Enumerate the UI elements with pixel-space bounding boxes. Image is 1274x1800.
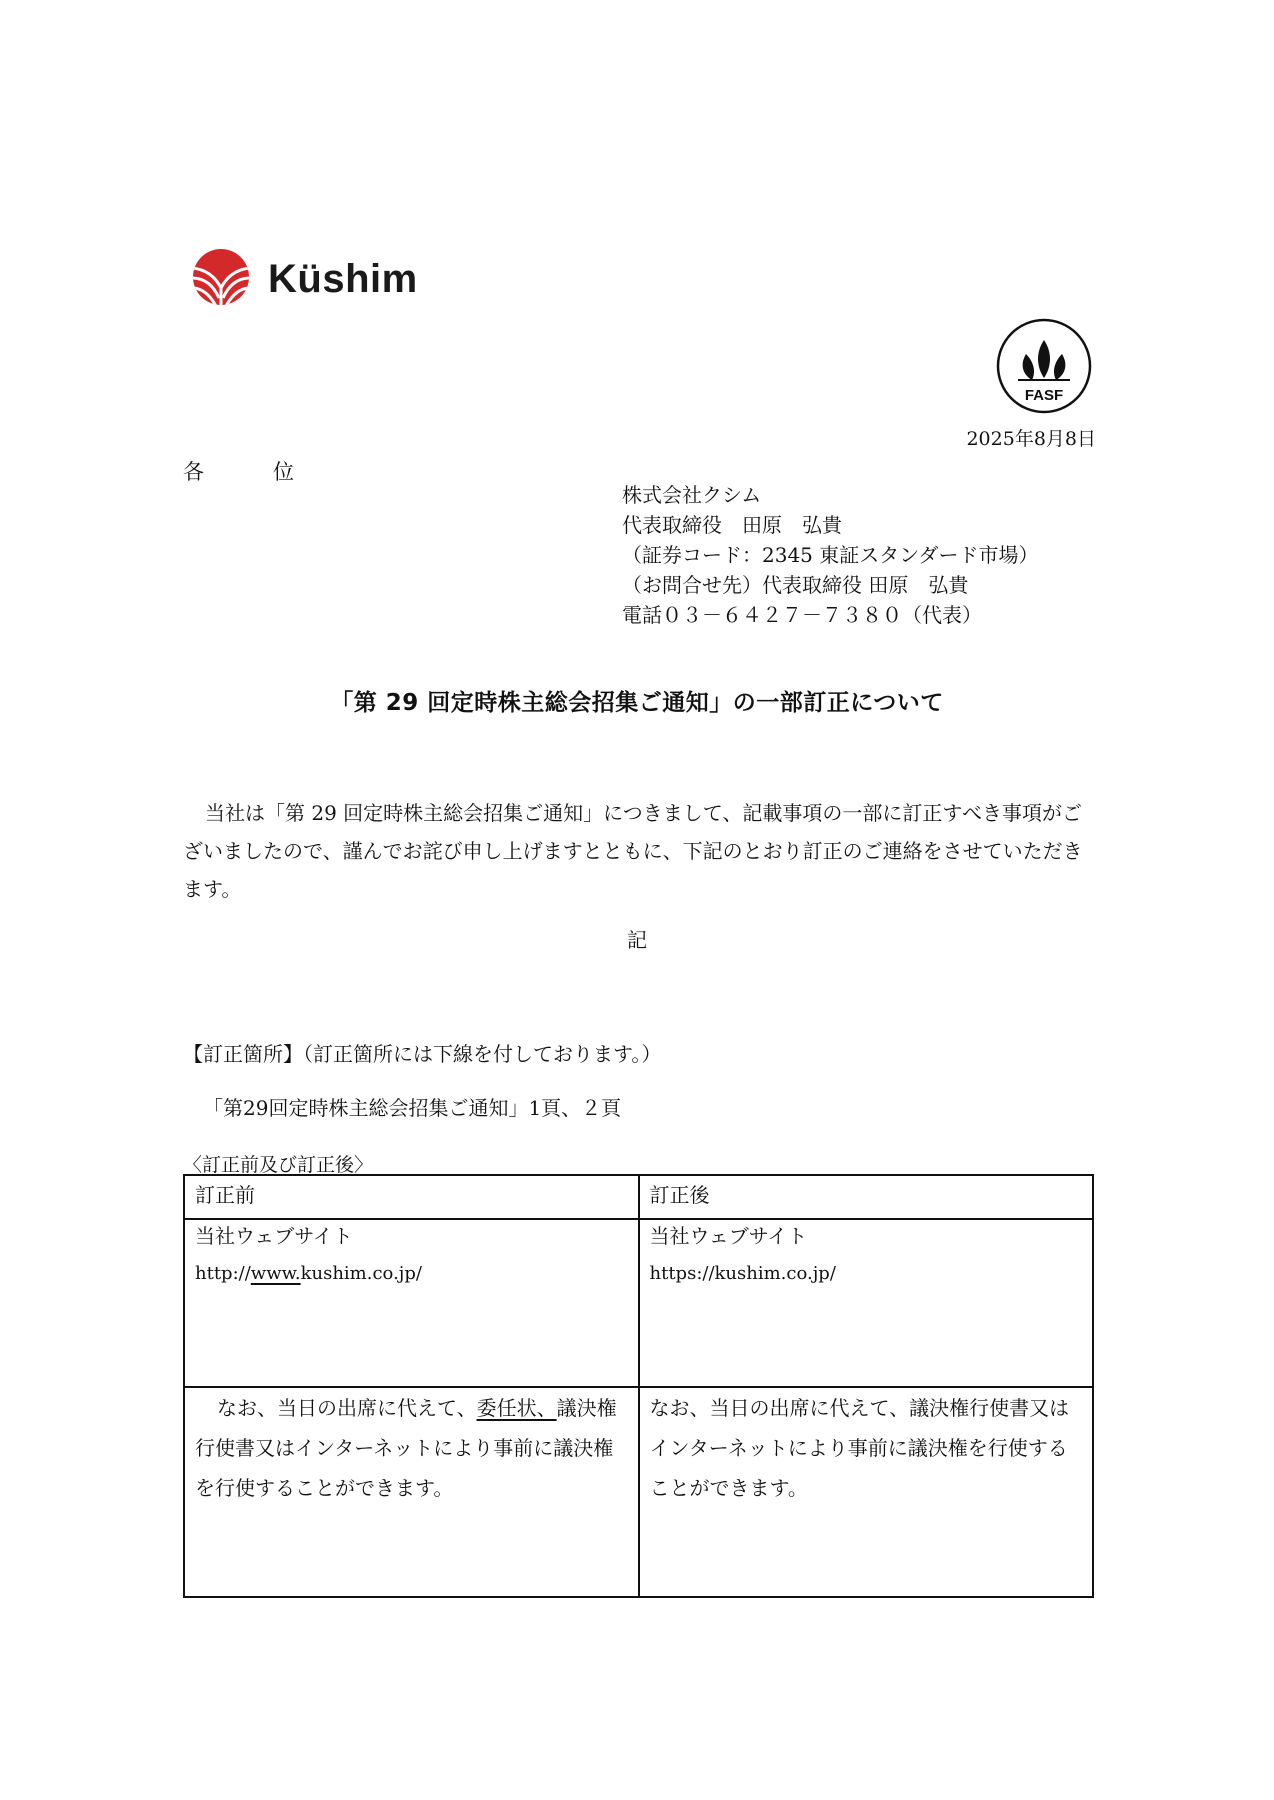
correction-section-heading: 【訂正箇所】（訂正箇所には下線を付しております。） xyxy=(183,1042,662,1066)
sender-contact: （お問合せ先）代表取締役 田原 弘貴 xyxy=(622,573,969,597)
header-before: 訂正前 xyxy=(184,1175,639,1219)
document-title: 「第 29 回定時株主総会招集ご通知」の一部訂正について xyxy=(330,690,944,716)
website-label: 当社ウェブサイト xyxy=(195,1224,353,1248)
body-paragraph xyxy=(183,794,1093,908)
sender-phone: 電話０３－６４２７－７３８０（代表） xyxy=(622,603,982,627)
note-prefix: なお、当日の出席に代えて、 xyxy=(217,1396,477,1420)
kushim-leaf-emblem-icon xyxy=(192,248,250,310)
url-underlined-part: www. xyxy=(250,1263,301,1284)
cell-after-note xyxy=(639,1387,1094,1597)
correction-table xyxy=(183,1174,1094,1598)
note-underlined-part: 委任状、 xyxy=(476,1396,557,1420)
ki-marker: 記 xyxy=(627,928,647,952)
sender-securities-code: （証券コード：2345 東証スタンダード市場） xyxy=(622,543,1039,567)
addressee xyxy=(183,456,294,486)
correction-reference: 「第29回定時株主総会招集ご通知」1頁、２頁 xyxy=(203,1096,622,1120)
website-label: 当社ウェブサイト xyxy=(649,1224,808,1248)
addressee-part1: 各 xyxy=(183,460,204,484)
svg-text:FASF: FASF xyxy=(1024,387,1064,404)
note-after: なお、当日の出席に代えて、議決権行使書又はインターネットにより事前に議決権を行使することができます。 xyxy=(649,1396,1070,1500)
table-caption: 〈訂正前及び訂正後〉 xyxy=(183,1154,374,1176)
logo-wordmark: Küshim xyxy=(268,256,418,301)
company-logo xyxy=(192,248,418,310)
url-prefix: http:// xyxy=(195,1263,251,1284)
sender-representative: 代表取締役 田原 弘貴 xyxy=(622,513,842,537)
table-row xyxy=(184,1219,1093,1387)
cell-after-website xyxy=(639,1219,1094,1387)
header-after: 訂正後 xyxy=(639,1175,1094,1219)
document-date: 2025年8月8日 xyxy=(966,428,1096,450)
note-suffix: 議決権行使書又はインターネットにより事前に議決権を行使することができます。 xyxy=(195,1396,617,1500)
website-url-after: https://kushim.co.jp/ xyxy=(649,1263,836,1284)
cell-before-website xyxy=(184,1219,639,1387)
body-paragraph-text: 当社は「第 29 回定時株主総会招集ご通知」につきまして、記載事項の一部に訂正すべき事項がございましたので、謹んでお詫び申し上げますとともに、下記のとおり訂正のご連絡をさせていただきます。 xyxy=(183,801,1083,901)
website-url-before xyxy=(195,1263,628,1284)
cell-before-note xyxy=(184,1387,639,1597)
fasf-seal xyxy=(996,318,1092,418)
addressee-part2: 位 xyxy=(273,460,294,484)
sender-company: 株式会社クシム xyxy=(622,483,762,507)
table-header-row xyxy=(184,1175,1093,1219)
sender-block xyxy=(622,480,1038,630)
url-suffix: kushim.co.jp/ xyxy=(300,1263,422,1284)
note-before xyxy=(195,1388,628,1508)
fasf-seal-icon xyxy=(996,387,1092,418)
table-row xyxy=(184,1387,1093,1597)
